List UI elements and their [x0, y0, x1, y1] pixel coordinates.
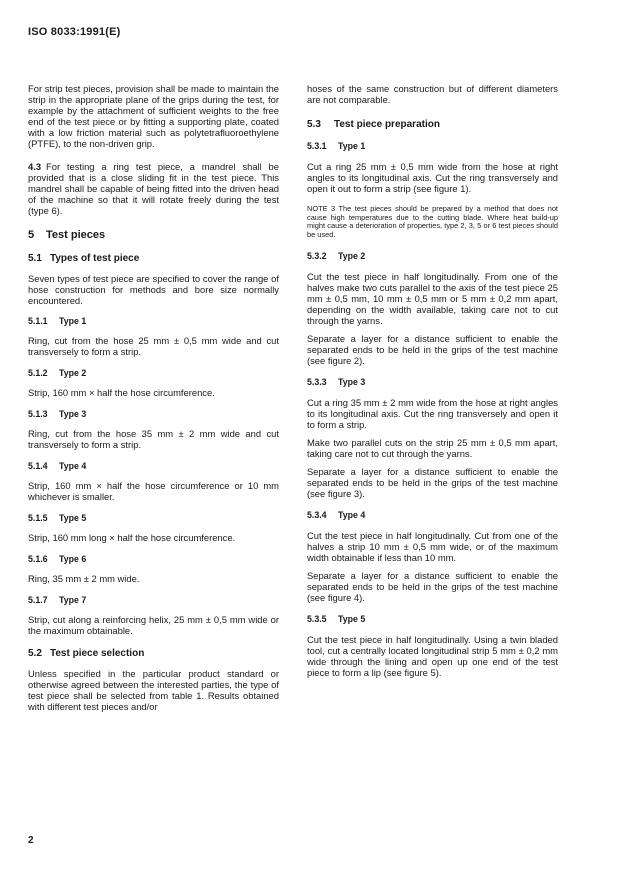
section-5-number: 5	[28, 229, 35, 241]
section-5-1-6-heading	[28, 554, 279, 564]
section-5-title: Test pieces	[46, 229, 106, 241]
section-5-3-2-paragraph-1: Cut the test piece in half longitudinally. From one of the halves make two cuts parallel to the axis of the test piece 25 mm ± 0,5 mm, 10 mm ± 0,5 mm or 5 mm ± 0,2 mm apart, depending on the width available, taking care not to cut through the yarns.	[307, 271, 558, 326]
section-5-1-6-paragraph: Ring, 35 mm ± 2 mm wide.	[28, 573, 140, 584]
section-5-1-6-number: 5.1.6	[28, 554, 48, 564]
section-5-1-paragraph: Seven types of test piece are specified to cover the range of hose construction for methods and bore size normally encountered.	[28, 273, 279, 306]
section-5-3-4-number: 5.3.4	[307, 510, 327, 520]
section-5-1-7-heading	[28, 595, 279, 605]
section-5-1-1-paragraph: Ring, cut from the hose 25 mm ± 0,5 mm wide and cut transversely to form a strip.	[28, 335, 279, 357]
section-5-1-2-heading	[28, 368, 279, 378]
section-5-3-1-number: 5.3.1	[307, 141, 327, 151]
section-5-2-title: Test piece selection	[50, 648, 145, 659]
section-5-3-3-paragraph-2: Make two parallel cuts on the strip 25 mm ± 0,5 mm apart, taking care not to cut through the yarns.	[307, 437, 558, 459]
section-5-1-7-title: Type 7	[59, 595, 87, 605]
section-5-3-5-heading	[307, 614, 558, 624]
section-5-3-5-title: Type 5	[338, 614, 366, 624]
section-5-1-2-title: Type 2	[59, 368, 87, 378]
section-5-heading	[28, 229, 279, 241]
section-5-1-5-number: 5.1.5	[28, 513, 48, 523]
section-5-3-1-paragraph: Cut a ring 25 mm ± 0,5 mm wide from the hose at right angles to its longitudinal axis. Cut the ring transversely and open it out to form a strip (see figure 1).	[307, 161, 558, 194]
section-5-1-7-number: 5.1.7	[28, 595, 48, 605]
section-5-3-3-title: Type 3	[338, 377, 366, 387]
section-5-3-2-paragraph-2: Separate a layer for a distance sufficient to enable the separated ends to be held in the grips of the test machine (see figure 2).	[307, 333, 558, 366]
section-5-1-number: 5.1	[28, 253, 42, 264]
section-5-3-heading	[307, 119, 558, 130]
section-5-3-3-paragraph-3: Separate a layer for a distance sufficient to enable the separated ends to be held in the grips of the test machine (see figure 3).	[307, 466, 558, 499]
section-5-3-2-number: 5.3.2	[307, 251, 327, 261]
section-5-1-6-title: Type 6	[59, 554, 87, 564]
right-column	[307, 83, 558, 678]
section-5-3-1-heading	[307, 141, 558, 151]
section-5-1-5-heading	[28, 513, 279, 523]
section-5-1-2-number: 5.1.2	[28, 368, 48, 378]
section-5-1-1-title: Type 1	[59, 316, 87, 326]
section-5-2-paragraph: Unless specified in the particular product standard or otherwise agreed between the interested parties, the type of test piece shall be selected from table 1. Results obtained with different test pieces and/or	[28, 668, 279, 712]
section-5-3-2-title: Type 2	[338, 251, 366, 261]
section-5-1-3-number: 5.1.3	[28, 409, 48, 419]
section-5-1-1-heading	[28, 316, 279, 326]
section-5-3-4-title: Type 4	[338, 510, 366, 520]
note-3: NOTE 3 The test pieces should be prepared by a method that does not cause high temperatures due to the cutting blade. Where heat build-up might cause a deterioration of properties, type 2, 3, 5 or 6 test pieces should be used.	[307, 204, 558, 239]
page-number: 2	[28, 835, 34, 846]
section-5-3-1-title: Type 1	[338, 141, 366, 151]
section-5-1-3-paragraph: Ring, cut from the hose 35 mm ± 2 mm wide and cut transversely to form a strip.	[28, 428, 279, 450]
section-5-1-3-title: Type 3	[59, 409, 87, 419]
section-5-3-4-heading	[307, 510, 558, 520]
section-5-3-5-paragraph: Cut the test piece in half longitudinally. Using a twin bladed tool, cut a centrally located longitudinal strip 5 mm ± 0,2 mm wide through the lining and open up one end of the test piece to form a lip (see figure 5).	[307, 634, 558, 678]
section-5-1-7-paragraph: Strip, cut along a reinforcing helix, 25 mm ± 0,5 mm wide or the maximum obtainable.	[28, 614, 279, 636]
section-5-1-2-paragraph: Strip, 160 mm × half the hose circumference.	[28, 387, 215, 398]
section-5-1-4-number: 5.1.4	[28, 461, 48, 471]
section-5-3-4-paragraph-1: Cut the test piece in half longitudinally. Cut from one of the halves a strip 10 mm ± 0,5 mm wide, or of the maximum width obtainable if less than 10 mm.	[307, 530, 558, 563]
section-5-3-title: Test piece preparation	[334, 119, 440, 130]
section-5-1-title: Types of test piece	[50, 253, 140, 264]
clause-4-3-text: For testing a ring test piece, a mandrel shall be provided that is a close sliding fit in the test piece. This mandrel shall be capable of being fitted into the driven head of the machine so that it will rotate freely during the test (type 6).	[28, 161, 279, 216]
left-column	[28, 83, 279, 712]
section-5-1-3-heading	[28, 409, 279, 419]
section-5-1-4-title: Type 4	[59, 461, 87, 471]
document-header: ISO 8033:1991(E)	[28, 26, 121, 38]
section-5-1-4-paragraph: Strip, 160 mm × half the hose circumference or 10 mm whichever is smaller.	[28, 480, 279, 502]
section-5-2-number: 5.2	[28, 648, 42, 659]
section-5-1-1-number: 5.1.1	[28, 316, 48, 326]
section-5-3-number: 5.3	[307, 119, 321, 130]
section-5-1-5-paragraph: Strip, 160 mm long × half the hose circumference.	[28, 532, 236, 543]
section-5-2-heading	[28, 648, 279, 659]
continued-paragraph: hoses of the same construction but of different diameters are not comparable.	[307, 83, 558, 105]
section-5-3-2-heading	[307, 251, 558, 261]
section-5-1-5-title: Type 5	[59, 513, 87, 523]
section-5-1-4-heading	[28, 461, 279, 471]
section-5-1-heading	[28, 253, 279, 264]
section-5-3-4-paragraph-2: Separate a layer for a distance sufficient to enable the separated ends to be held in the grips of the test machine (see figure 4).	[307, 570, 558, 603]
section-5-3-3-number: 5.3.3	[307, 377, 327, 387]
clause-4-3-paragraph	[28, 161, 279, 216]
clause-4-3-number: 4.3	[28, 161, 42, 172]
strip-provision-paragraph: For strip test pieces, provision shall be made to maintain the strip in the appropriate plane of the grips during the test, for example by the attachment of sufficient weights to the free end of the test piece or by fitting a supporting plate, coated with a low friction material such as polytetrafluoroethylene (PTFE), to the non-driven grip.	[28, 83, 279, 149]
section-5-3-3-paragraph-1: Cut a ring 35 mm ± 2 mm wide from the hose at right angles to its longitudinal axis. Cut the ring transversely and open it to form a strip.	[307, 397, 558, 430]
section-5-3-5-number: 5.3.5	[307, 614, 327, 624]
section-5-3-3-heading	[307, 377, 558, 387]
